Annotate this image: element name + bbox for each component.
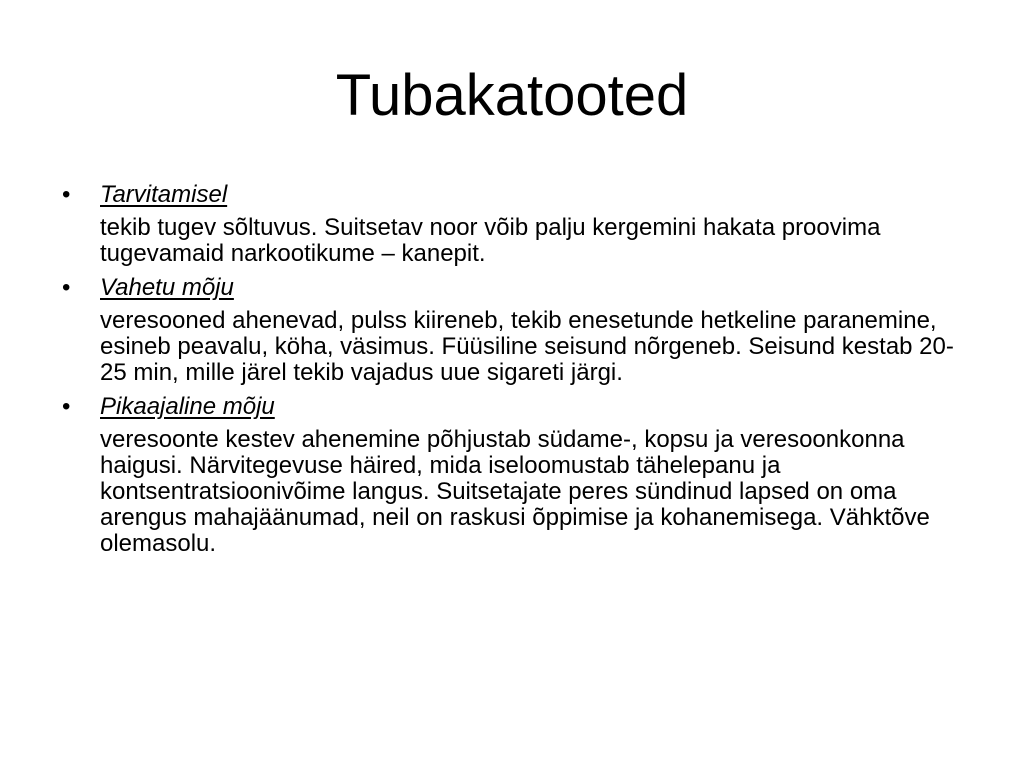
bullet-icon: •	[62, 181, 71, 208]
slide-title: Tubakatooted	[335, 63, 689, 128]
list-item-pikaajaline-moju	[62, 393, 962, 557]
list-item-vahetu-moju	[62, 274, 962, 386]
item-body: veresooned ahenevad, pulss kiireneb, tekib enesetunde hetkeline paranemine, esineb peavalu, köha, väsimus. Füüsiline seisund nõrgeneb. Seisund kestab 20- 25 min, mille järel tekib vajadus uue sigareti järgi.	[100, 307, 954, 386]
item-heading: Vahetu mõju	[100, 274, 234, 301]
item-body: tekib tugev sõltuvus. Suitsetav noor võib palju kergemini hakata proovima tugevamaid narkootikume – kanepit.	[100, 214, 881, 267]
item-body: veresoonte kestev ahenemine põhjustab südame-, kopsu ja veresoonkonna haigusi. Närvitegevuse häired, mida iseloomustab tähelepanu ja kontsentratsioonivõime langus. Suitsetajate peres sündinud lapsed on oma arengus mahajäänumad, neil on raskusi õppimise ja kohanemisega. Vähktõve olemasolu.	[100, 426, 930, 557]
list-item-tarvitamisel	[62, 181, 962, 267]
item-heading: Tarvitamisel	[100, 181, 228, 208]
item-heading: Pikaajaline mõju	[100, 393, 275, 420]
bullet-icon: •	[62, 274, 71, 301]
bullet-list	[62, 181, 962, 564]
bullet-icon: •	[62, 393, 71, 420]
